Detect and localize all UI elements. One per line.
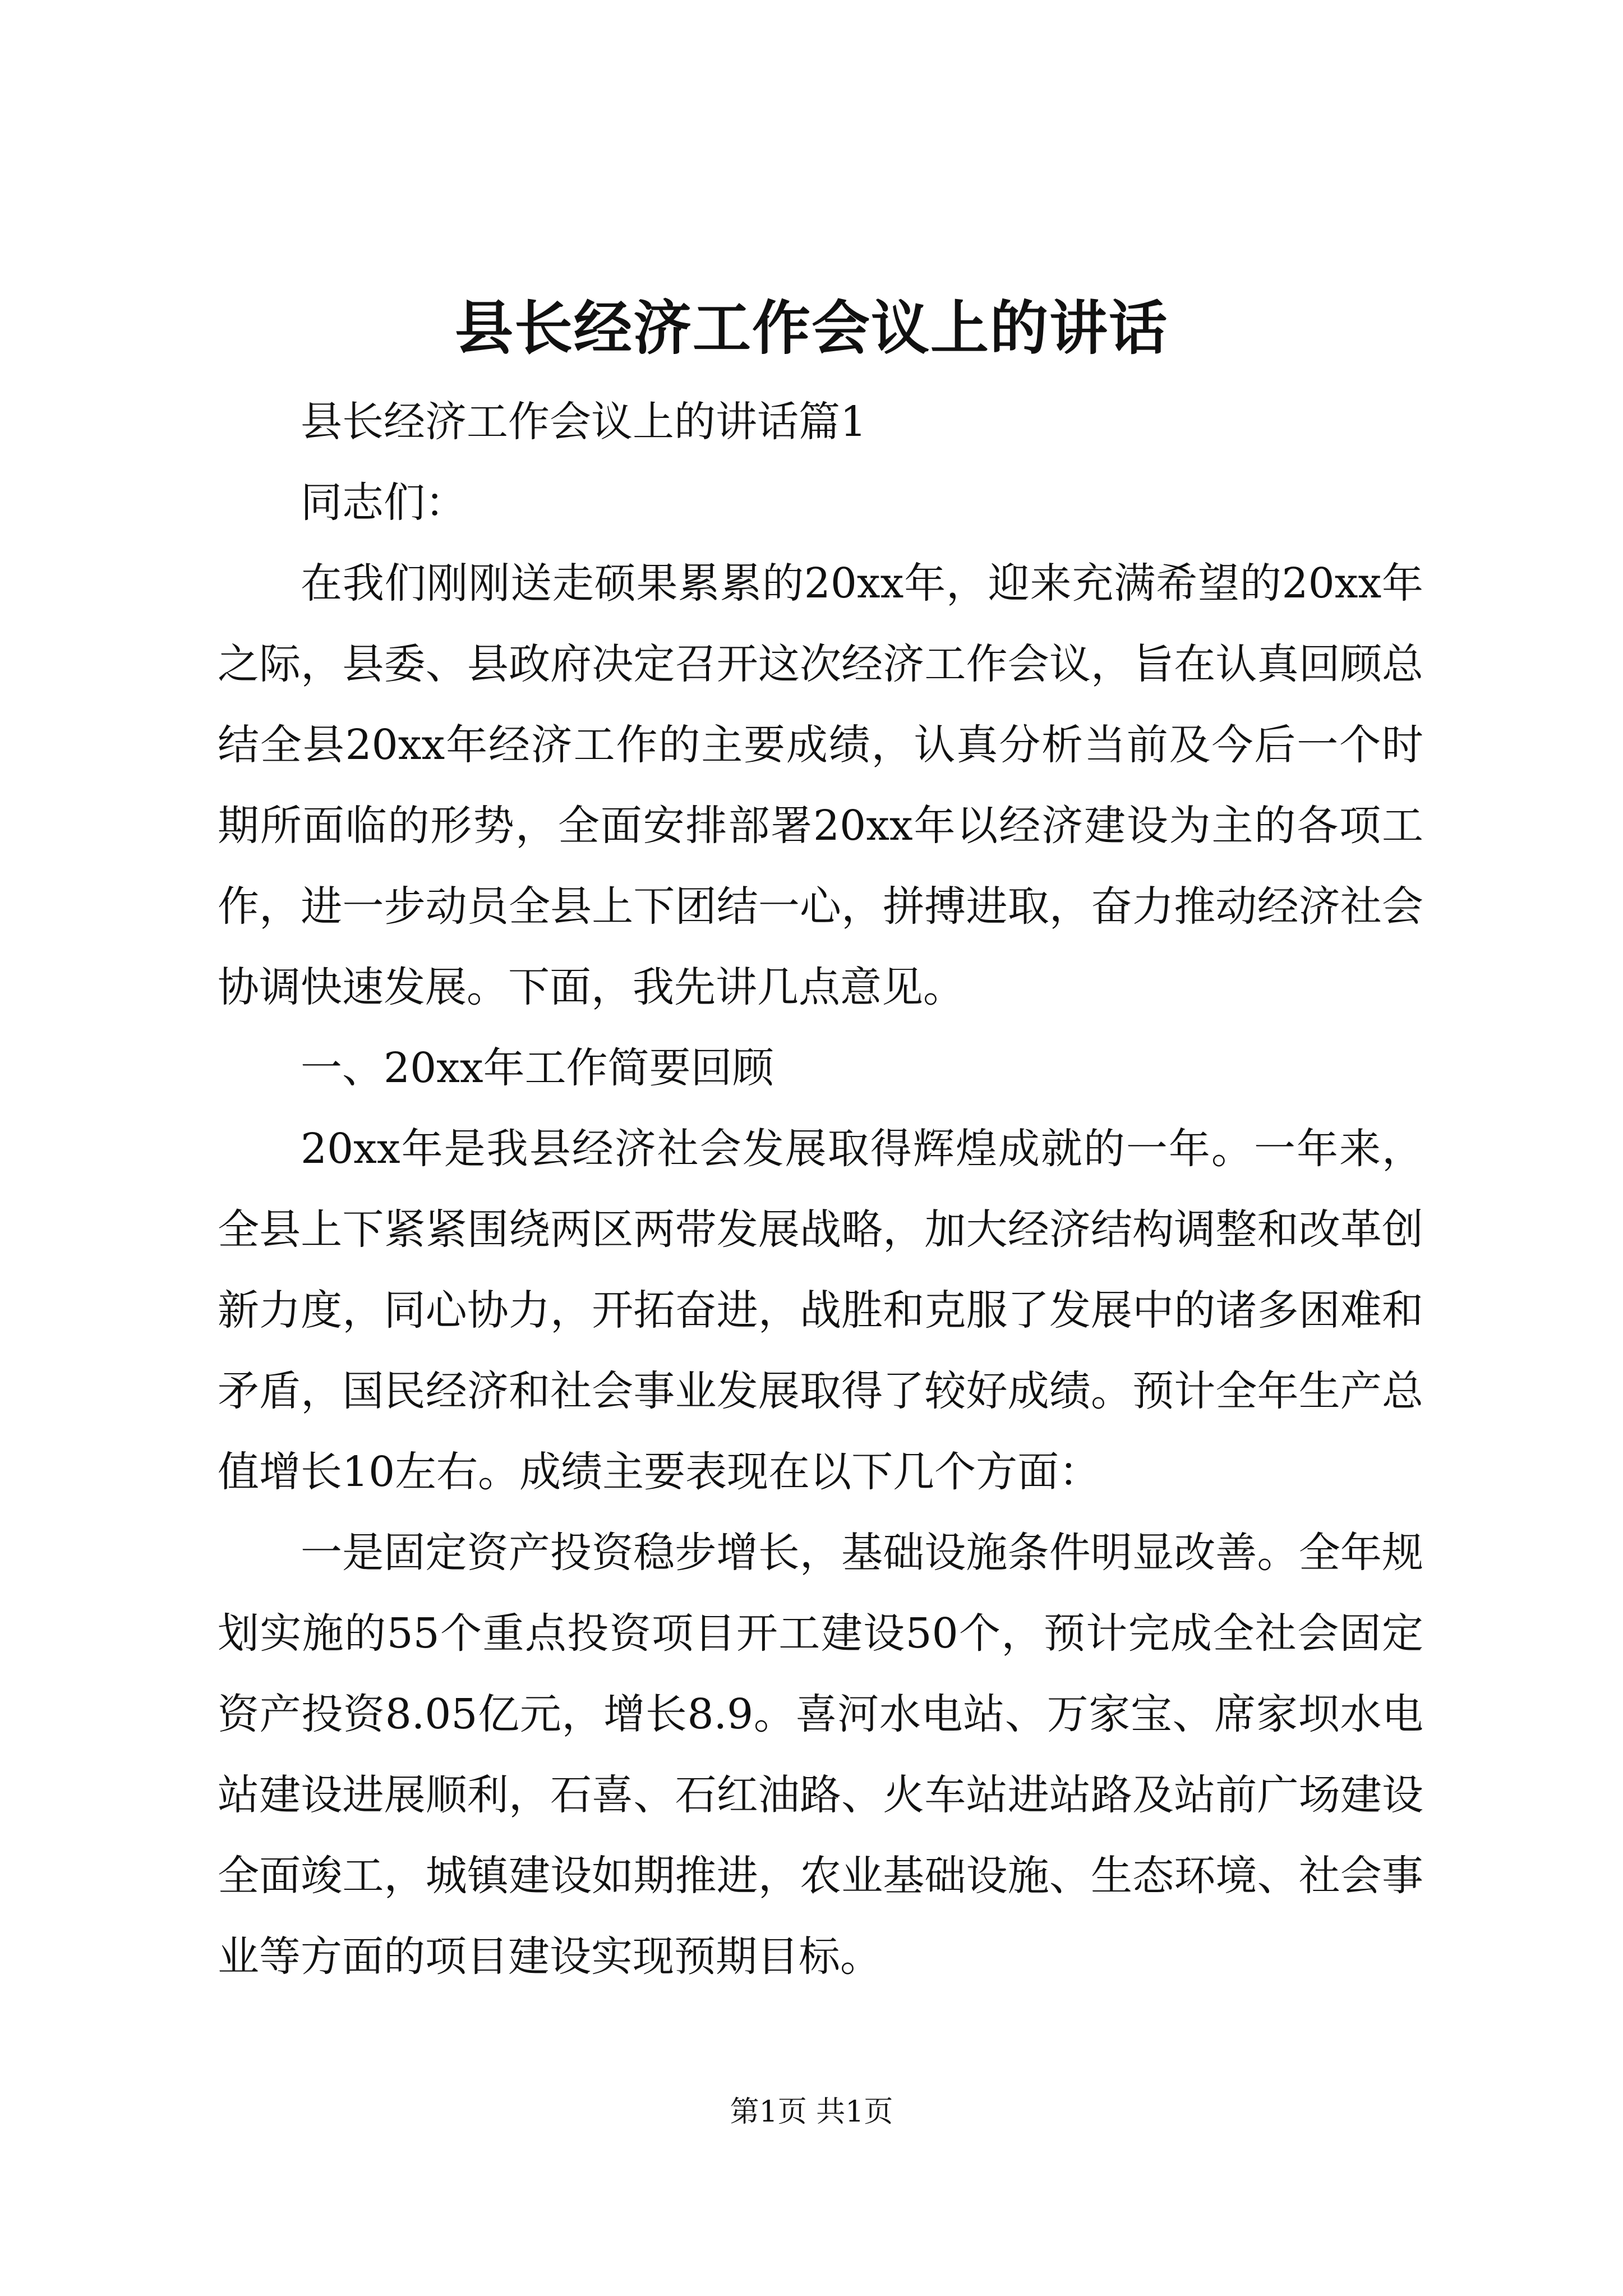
- salutation: 同志们：: [301, 478, 467, 527]
- section-heading-part-1: 县长经济工作会议上的讲话篇1: [301, 398, 867, 446]
- paragraph-intro: 在我们刚刚送走硕果累累的20xx年，迎来充满希望的20xx年之际，县委、县政府决定召开这次经济工作会议，旨在认真回顾总结全县20xx年经济工作的主要成绩，认真分析当前及今后一个时期所面临的形势，全面安排部署20xx年以经济建设为主的各项工作，进一步动员全县上下团结一心，拼搏进取，奋力推动经济社会协调快速发展。下面，我先讲几点意见。: [218, 559, 1423, 1011]
- page-footer: 第1页 共1页: [730, 2095, 893, 2129]
- document-title: 县长经济工作会议上的讲话: [454, 293, 1168, 362]
- document-body: [218, 381, 1423, 1997]
- section-heading-review: 一、20xx年工作简要回顾: [301, 1044, 774, 1092]
- paragraph-investment: 一是固定资产投资稳步增长，基础设施条件明显改善。全年规划实施的55个重点投资项目开工建设50个，预计完成全社会固定资产投资8.05亿元，增长8.9。喜河水电站、万家宝、席家坝水电站建设进展顺利，石喜、石红油路、火车站进站路及站前广场建设全面竣工，城镇建设如期推进，农业基础设施、生态环境、社会事业等方面的项目建设实现预期目标。: [218, 1529, 1423, 1981]
- paragraph-achievements: 20xx年是我县经济社会发展取得辉煌成就的一年。一年来，全县上下紧紧围绕两区两带发展战略，加大经济结构调整和改革创新力度，同心协力，开拓奋进，战胜和克服了发展中的诸多困难和矛盾，国民经济和社会事业发展取得了较好成绩。预计全年生产总值增长10左右。成绩主要表现在以下几个方面：: [218, 1125, 1423, 1496]
